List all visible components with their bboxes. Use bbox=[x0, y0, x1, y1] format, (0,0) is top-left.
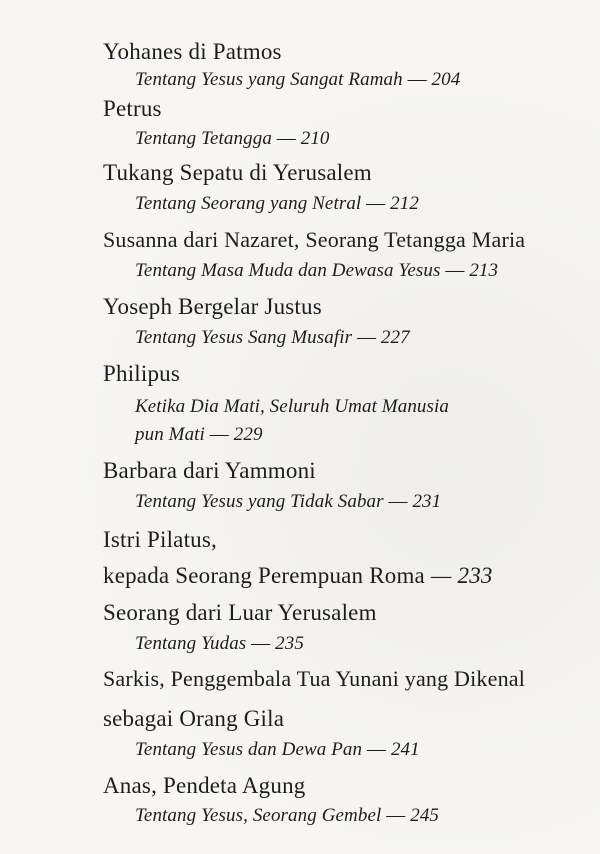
entry-topic: Tentang Tetangga bbox=[135, 128, 272, 149]
entry-topic: Tentang Yesus yang Sangat Ramah bbox=[135, 69, 403, 90]
entry-name: sebagai Orang Gila bbox=[103, 706, 285, 731]
entry-topic-line bbox=[135, 425, 263, 444]
page-number: 235 bbox=[275, 633, 304, 654]
entry-topic: Ketika Dia Mati, Seluruh Umat Manusia bbox=[135, 396, 450, 417]
page-number: 210 bbox=[300, 128, 330, 149]
entry-topic: Tentang Yesus yang Tidak Sabar bbox=[135, 491, 384, 512]
entry-name: Anas, Pendeta Agung bbox=[103, 773, 306, 798]
separator: — bbox=[361, 193, 391, 214]
page-number: 229 bbox=[233, 424, 263, 445]
entry-topic-line bbox=[135, 70, 460, 89]
entry-topic: Tentang Yesus dan Dewa Pan bbox=[135, 739, 363, 760]
page-number: 213 bbox=[469, 260, 499, 281]
page-number: 233 bbox=[457, 563, 493, 588]
entry-name: Barbara dari Yammoni bbox=[103, 458, 316, 483]
entry-topic: Tentang Yesus, Seorang Gembel bbox=[135, 805, 382, 826]
entry-topic: Tentang Yesus Sang Musafir bbox=[135, 327, 353, 348]
entry-topic: Tentang Yudas bbox=[135, 633, 247, 654]
entry-name: Seorang dari Luar Yerusalem bbox=[103, 600, 377, 625]
entry-name: Yoseph Bergelar Justus bbox=[103, 294, 322, 319]
entry-name: Petrus bbox=[103, 96, 162, 121]
page-number: 231 bbox=[412, 491, 442, 512]
separator: — bbox=[381, 805, 411, 826]
entry-name: Philipus bbox=[103, 361, 181, 386]
entry-topic-line bbox=[135, 328, 410, 347]
entry-name: Yohanes di Patmos bbox=[103, 39, 282, 64]
entry-name: kepada Seorang Perempuan Roma bbox=[103, 563, 425, 588]
page-number: 241 bbox=[390, 739, 420, 760]
entry-topic: Tentang Seorang yang Netral bbox=[135, 193, 362, 214]
entry-name: Sarkis, Penggembala Tua Yunani yang Dikenal bbox=[103, 666, 526, 691]
entry-topic-line bbox=[135, 261, 498, 280]
entry-topic-line bbox=[135, 194, 419, 213]
entry-topic-line bbox=[135, 634, 304, 653]
separator: — bbox=[271, 128, 301, 149]
entry-topic-line bbox=[135, 129, 330, 148]
page-number: 227 bbox=[380, 327, 410, 348]
separator: — bbox=[362, 739, 391, 760]
separator: — bbox=[246, 633, 276, 654]
page-number: 245 bbox=[410, 805, 440, 826]
separator: — bbox=[440, 260, 470, 281]
entry-name: Susanna dari Nazaret, Seorang Tetangga Maria bbox=[103, 227, 526, 252]
entry-topic: Tentang Masa Muda dan Dewasa Yesus bbox=[135, 260, 441, 281]
entry-name: Istri Pilatus, bbox=[103, 527, 217, 552]
page-number: 204 bbox=[431, 69, 461, 90]
entry-topic: pun Mati bbox=[135, 424, 205, 445]
entry-name-line bbox=[103, 564, 493, 587]
separator: — bbox=[383, 491, 413, 512]
entry-name: Tukang Sepatu di Yerusalem bbox=[103, 160, 372, 185]
entry-topic-line bbox=[135, 740, 420, 759]
separator: — bbox=[204, 424, 234, 445]
separator: — bbox=[424, 563, 458, 588]
separator: — bbox=[402, 69, 432, 90]
page-number: 212 bbox=[390, 193, 419, 214]
entry-topic-line bbox=[135, 806, 439, 825]
separator: — bbox=[352, 327, 381, 348]
entry-topic-line bbox=[135, 492, 441, 511]
